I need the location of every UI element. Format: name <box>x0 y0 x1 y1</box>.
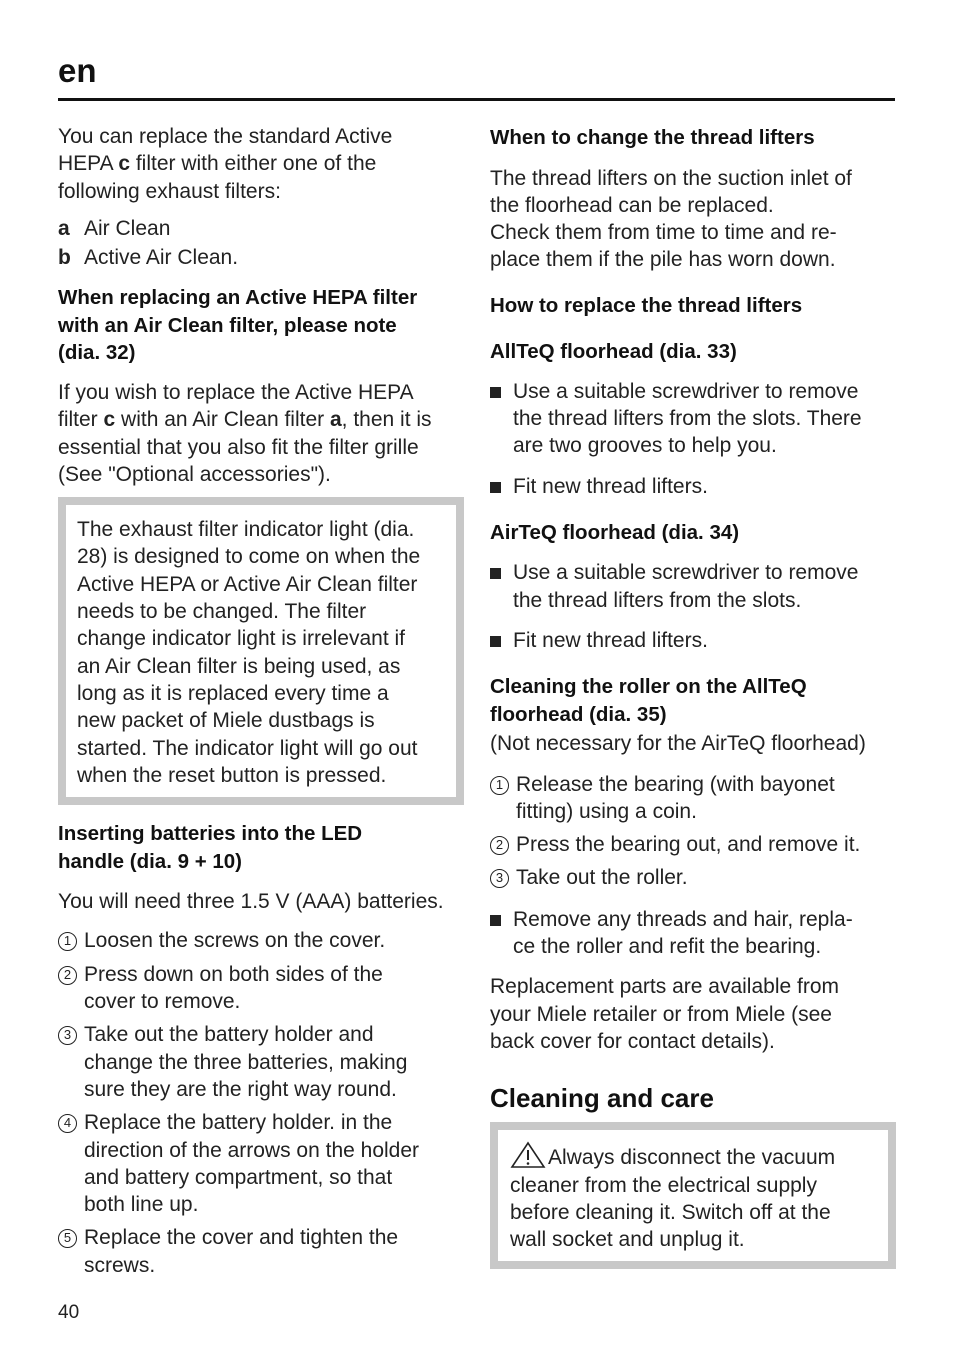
step-item: 5 Replace the cover and tighten the screws. <box>58 1224 466 1279</box>
step-item: 4 Replace the battery holder. in the direction of the arrows on the holder and battery compartment, so that both line up. <box>58 1109 466 1218</box>
bullet-square-icon <box>490 915 501 926</box>
step-item: 2 Press the bearing out, and remove it. <box>490 831 895 858</box>
step-number-icon: 2 <box>490 836 509 855</box>
replace-paragraph: If you wish to replace the Active HEPA filter c with an Air Clean filter a, then it is essential that you also fit the filter grille (See "Optional accessories"). <box>58 380 432 486</box>
allteq-bullets <box>490 378 895 500</box>
step-item: 2 Press down on both sides of the cover to remove. <box>58 961 466 1016</box>
step-item: 3 Take out the roller. <box>490 864 895 891</box>
bullet-square-icon <box>490 482 501 493</box>
right-column <box>490 122 895 1269</box>
bullet-square-icon <box>490 387 501 398</box>
step-number-icon: 1 <box>58 932 77 951</box>
filter-option: b Active Air Clean. <box>58 246 239 270</box>
step-number-icon: 4 <box>58 1114 77 1133</box>
heading-airteq-floorhead: AirTeQ floorhead (dia. 34) <box>490 520 740 544</box>
step-number-icon: 1 <box>490 776 509 795</box>
heading-replacing-filter: When replacing an Active HEPA filter with an Air Clean filter, please note (dia. 32) <box>58 286 418 365</box>
note-text: The exhaust filter indicator light (dia. 28) is designed to come on when the Active HEPA or Active Air Clean filter needs to be changed. The filter change indicator light is irrelevant if an Air Clean filter is being used, as long as it is replaced every time a new packet of Miele dustbags is started. The indicator light will go out when the reset button is pressed. <box>77 518 421 787</box>
airteq-bullets <box>490 559 895 654</box>
header-rule <box>58 98 895 101</box>
step-number-icon: 2 <box>58 966 77 985</box>
language-code: en <box>58 52 97 89</box>
left-column <box>58 122 466 1279</box>
step-number-icon: 3 <box>490 869 509 888</box>
heading-when-to-change: When to change the thread lifters <box>490 126 815 149</box>
bullet-item: Use a suitable screwdriver to remove the thread lifters from the slots. <box>490 559 895 614</box>
roller-note: (Not necessary for the AirTeQ floorhead) <box>490 732 866 756</box>
roller-steps-list <box>490 771 895 892</box>
indicator-light-note-box <box>58 497 464 805</box>
bullet-square-icon <box>490 636 501 647</box>
filter-option: a Air Clean <box>58 216 171 240</box>
heading-allteq-floorhead: AllTeQ floorhead (dia. 33) <box>490 340 737 364</box>
warning-box <box>490 1122 896 1269</box>
bullet-square-icon <box>490 568 501 579</box>
bullet-item: Use a suitable screwdriver to remove the thread lifters from the slots. There are two grooves to help you. <box>490 378 895 460</box>
heading-how-to-replace: How to replace the thread lifters <box>490 293 803 317</box>
warning-text: Always disconnect the vacuum cleaner from the electrical supply before cleaning it. Switch off at the wall socket and unplug it. <box>510 1141 877 1253</box>
page-number: 40 <box>58 1302 80 1323</box>
intro-paragraph: You can replace the standard Active HEPA c filter with either one of the following exhaust filters: <box>58 125 393 203</box>
filter-options-list <box>58 215 466 272</box>
step-number-icon: 5 <box>58 1229 77 1248</box>
bullet-item: Fit new thread lifters. <box>490 627 895 654</box>
batteries-requirement: You will need three 1.5 V (AAA) batteries. <box>58 890 444 914</box>
step-item: 3 Take out the battery holder and change the three batteries, making sure they are the right way round. <box>58 1021 466 1103</box>
step-item: 1 Loosen the screws on the cover. <box>58 927 466 954</box>
battery-steps-list <box>58 927 466 1279</box>
section-title-cleaning-care: Cleaning and care <box>490 1083 714 1114</box>
warning-triangle-icon <box>510 1141 546 1168</box>
step-item: 1 Release the bearing (with bayonet fitting) using a coin. <box>490 771 895 826</box>
bullet-item: Remove any threads and hair, repla- ce the roller and refit the bearing. <box>490 906 895 961</box>
bullet-item: Fit new thread lifters. <box>490 473 895 500</box>
replacement-parts-paragraph: Replacement parts are available from your Miele retailer or from Miele (see back cover for contact details). <box>490 975 840 1053</box>
when-paragraph: The thread lifters on the suction inlet of the floorhead can be replaced. Check them from time to time and re- place them if the pile has worn down. <box>490 166 852 272</box>
step-number-icon: 3 <box>58 1026 77 1045</box>
heading-inserting-batteries: Inserting batteries into the LED handle (dia. 9 + 10) <box>58 822 363 873</box>
heading-cleaning-roller: Cleaning the roller on the AllTeQ floorhead (dia. 35) <box>490 675 807 726</box>
